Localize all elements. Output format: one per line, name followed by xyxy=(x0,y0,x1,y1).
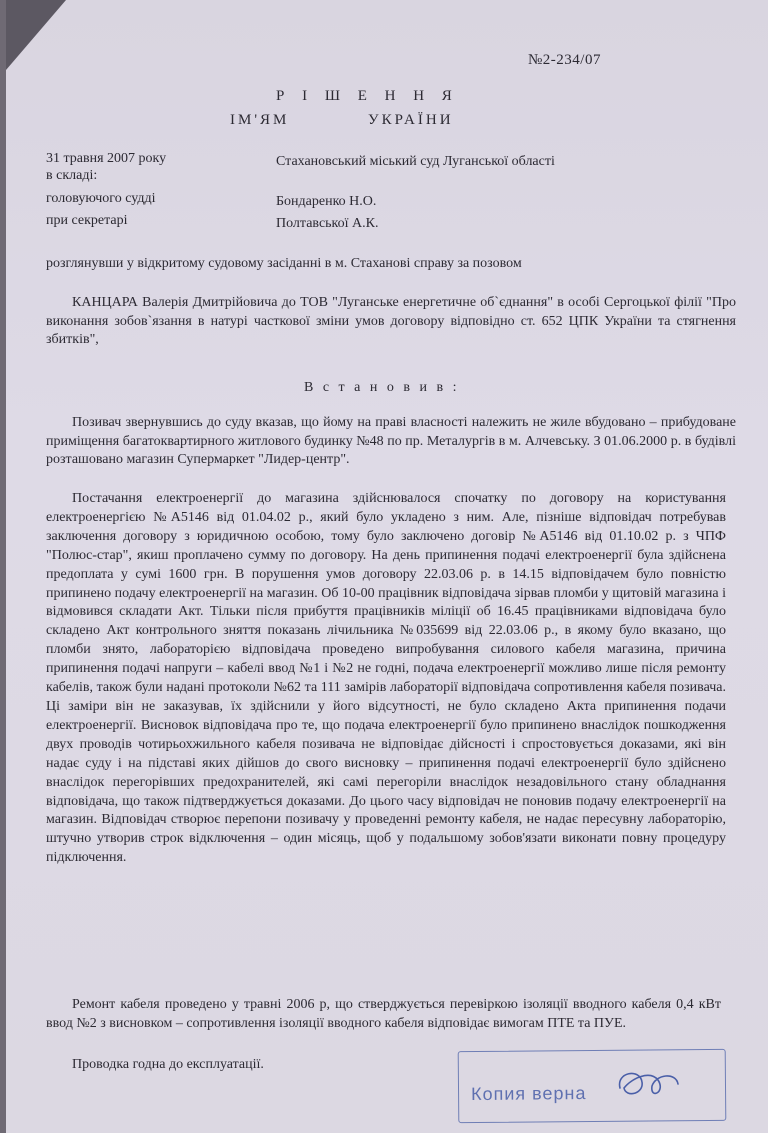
case-number: №2-234/07 xyxy=(528,52,601,68)
judge-label: головуючого судді xyxy=(46,191,156,206)
secretary-label: при секретарі xyxy=(46,213,128,228)
stamp-text: Копия верна xyxy=(470,1083,587,1105)
paragraph-4: Проводка годна до експлуатації. xyxy=(72,1057,264,1072)
page-corner-shadow xyxy=(6,0,66,70)
signature-scribble xyxy=(606,1058,696,1108)
judge-name: Бондаренко Н.О. xyxy=(276,194,377,209)
document-title: Р І Ш Е Н Н Я xyxy=(276,88,459,104)
claim-paragraph: КАНЦАРА Валерія Дмитрійовича до ТОВ "Луганське енергетичне об`єднання" в особі Сергоцької філії "Про виконання зобов`язання в натурі часткової зміни умов договору відповідно ст. 652 ЦПК України та стягнення збитків", xyxy=(46,295,736,348)
title-imyam: ІМ'ЯМ xyxy=(230,112,290,128)
section-heading: В с т а н о в и в : xyxy=(304,380,460,395)
paragraph-3: Ремонт кабеля проведено у травні 2006 р, що стверджується перевіркою ізоляції вводного кабеля 0,4 кВт ввод №2 з висновком – сопротивлення ізоляції вводного кабеля відповідає вимогам ПТЕ та ПУЕ. xyxy=(46,997,721,1031)
hearing-date: 31 травня 2007 року xyxy=(46,151,167,166)
document-page xyxy=(6,0,768,1133)
intro-line: розглянувши у відкритому судовому засіданні в м. Стаханові справу за позовом xyxy=(46,256,522,271)
composed-label: в складі: xyxy=(46,168,98,183)
title-ukrainy: УКРАЇНИ xyxy=(368,112,454,128)
paragraph-2: Постачання електроенергії до магазина здійснювалося спочатку по договору на користування електроенергією №А5146 від 01.04.02 р., який було укладено з ним. Але, пізніше відповідач потребував заключення договору з юридичною особою, тому було заключено договір №А5146 від 01.10.02 р. з ЧПФ "Полюс-стар", якиш проплачено сумму по договору. На день припинення подачі електроенергії була здійснена предоплата у сумі 1600 грн. В порушення умов договору 22.03.06 р. в 14.15 відповідачем було повністю припинено подачу електроенергії на магазин. Об 10-00 працівник відповідача зірвав пломби у щитовій магазина і відмовився складати Акт. Тільки після прибуття працівників міліції об 16.45 працівниками відповідача було складено Акт контрольного зняття показань лічильника №035699 від 22.03.06 р., в якому було вказано, що пломби знято, лабораторією відповідача проведено випробування силового кабеля магазина, причина припинення подачі напруги – кабелі ввод №1 і №2 не годні, подача електроенергії можливо лише після ремонту кабелів, також були надані протоколи №62 та 111 замірів лабораторії відповідача сопротивлення кабеля позивача. Ці заміри він не заказував, їх здійснили у його відсутності, не було складено Акта припинення подачи електроенергії. Висновок відповідача про те, що подача електроенергії було припинено внаслідок пошкодження двух проводів чотирьохжильного кабеля позивача не відповідає дійсності і спростовується доказами, які він надає суду і на підставі яких дійшов до свого висновку – припинення подачі електроенергії було здійснено внаслідок перегорівших предохранителей, які самі перегоріли внаслідок незадовільного стану обладнання відповідача, що також підтверджується доказами. До цього часу відповідач не поновив подачу електроенергії на магазин. Відповідач створює перепони позивачу у проведенні ремонту кабеля, не надає пересувну лабораторію, штучно утворив строк відключення – один місяць, щоб у подальшому зобов'язати виконати повну процедуру підключення. xyxy=(46,491,726,866)
paragraph-1: Позивач звернувшись до суду вказав, що йому на праві власності належить не жиле вбудовано – прибудоване приміщення багатоквартирного житлового будинку №48 по пр. Металургів в м. Алчевську. З 01.06.2000 р. в будівлі розташовано магазин Супермаркет "Лидер-центр". xyxy=(46,415,736,468)
court-name: Стахановський міський суд Луганської області xyxy=(276,154,555,169)
secretary-name: Полтавської А.К. xyxy=(276,216,379,231)
